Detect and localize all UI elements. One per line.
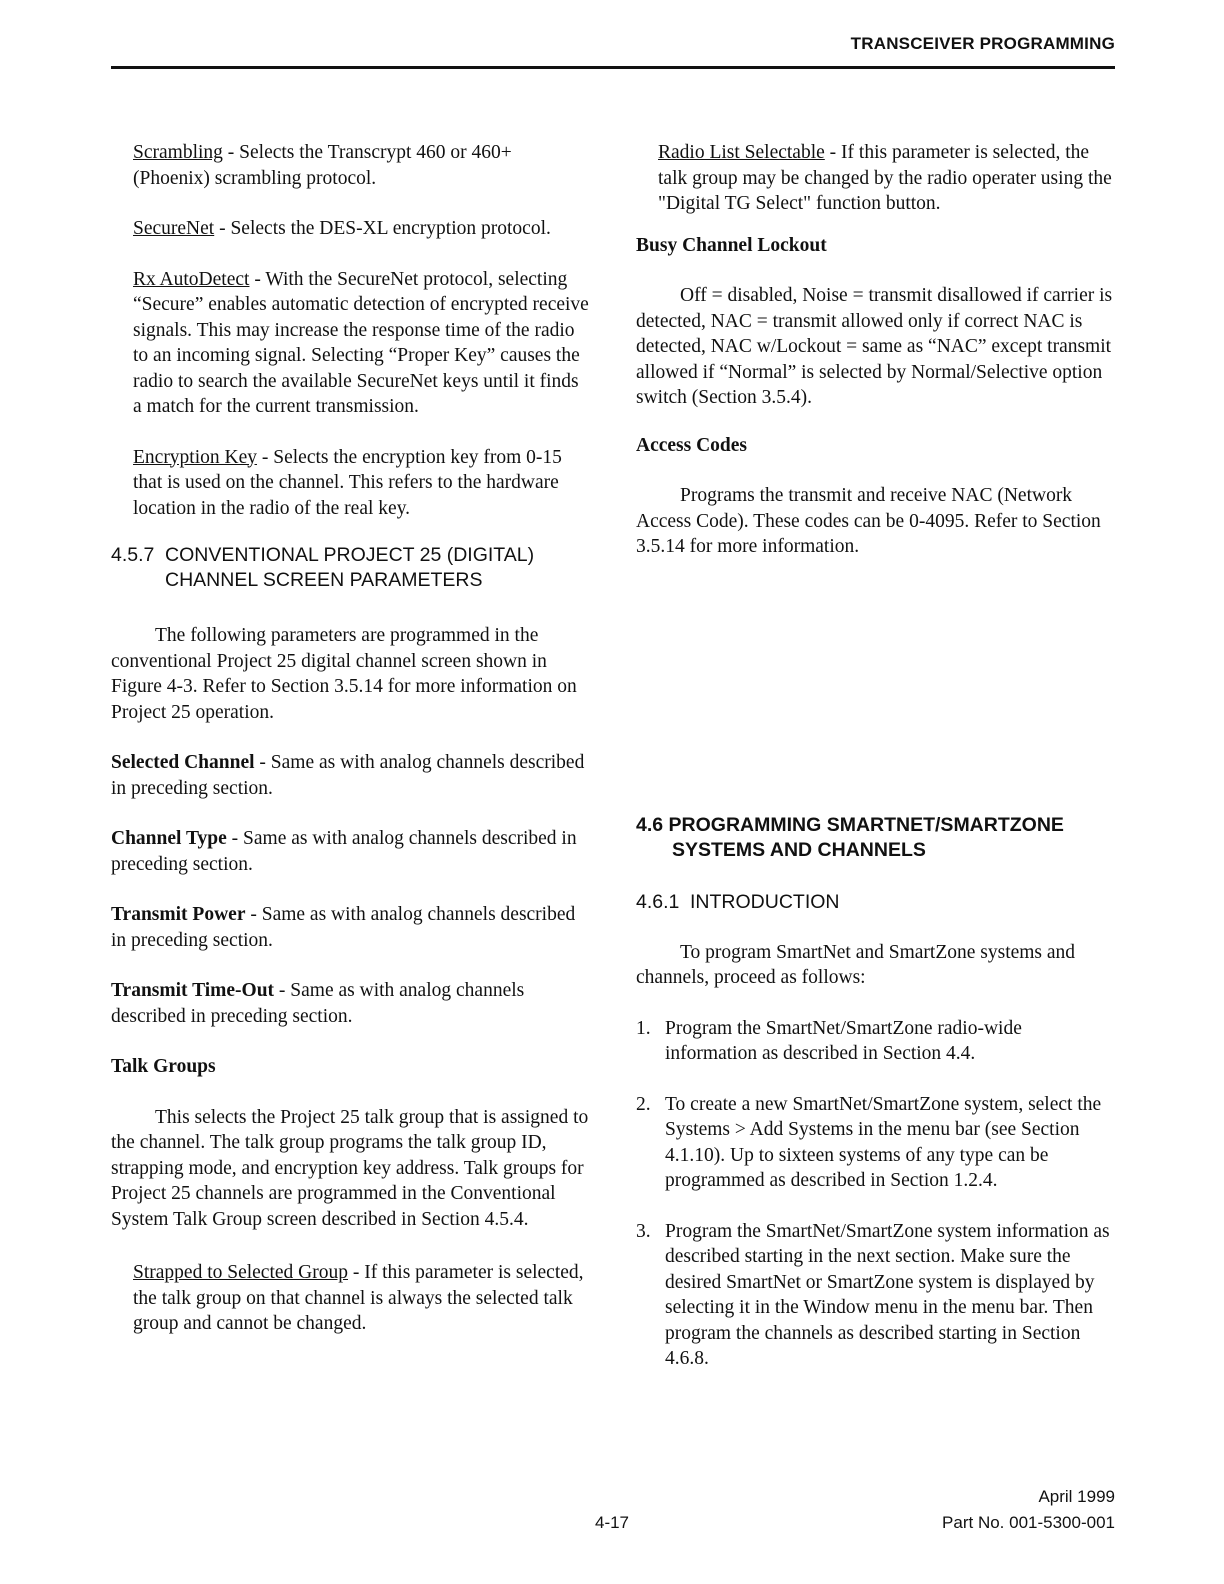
footer-date: April 1999: [1038, 1487, 1115, 1506]
talk-groups-heading: Talk Groups: [111, 1056, 216, 1077]
param-desc: - Selects the Transcrypt 460 or 460+ (Phoenix) scrambling protocol.: [133, 142, 512, 189]
param-desc: - If this parameter is selected, the talk group on that channel is always the selected talk group and cannot be changed.: [133, 1262, 584, 1334]
left-column: [111, 140, 591, 1337]
selected-channel-param: [111, 750, 591, 801]
param-desc: - If this parameter is selected, the talk group may be changed by the radio operater using the "Digital TG Select" function button.: [658, 142, 1112, 214]
section-heading-4-6: [636, 813, 1116, 863]
list-text: Program the SmartNet/SmartZone system information as described starting in the next section. Make sure the desired SmartNet or SmartZone system is displayed by selecting it in the Window menu in the menu bar. Then program the channels as described starting in Section 4.6.8.: [665, 1220, 1110, 1369]
param-desc: - Selects the DES-XL encryption protocol.: [214, 218, 551, 239]
footer-info: [942, 1484, 1115, 1536]
section-intro: The following parameters are programmed in the conventional Project 25 digital channel screen shown in Figure 4-3. Refer to Section 3.5.14 for more information on Project 25 operation.: [111, 625, 577, 723]
param-desc: - Same as with analog channels described in preceding section.: [111, 752, 585, 799]
strapped-param: [111, 1260, 591, 1337]
radio-list-param: [636, 140, 1116, 217]
section-title-line-1: CONVENTIONAL PROJECT 25 (DIGITAL): [165, 544, 535, 566]
param-desc: - Selects the encryption key from 0-15 that is used on the channel. This refers to the hardware location in the radio of the real key.: [133, 446, 562, 519]
encryption-key-param: [111, 445, 591, 522]
param-term: Encryption Key: [133, 446, 258, 468]
param-term: Transmit Power: [111, 904, 246, 925]
list-number: 2.: [636, 1093, 651, 1115]
access-codes-text: Programs the transmit and receive NAC (Network Access Code). These codes can be 0-4095. Refer to Section 3.5.14 for more information.: [636, 485, 1101, 557]
busy-channel-heading: Busy Channel Lockout: [636, 234, 827, 256]
param-term: SecureNet: [133, 218, 215, 239]
list-item: [636, 1219, 1116, 1372]
scrambling-param: [111, 140, 591, 191]
param-term: Channel Type: [111, 828, 227, 849]
footer-part-number: Part No. 001-5300-001: [942, 1513, 1115, 1532]
smartnet-intro: To program SmartNet and SmartZone systems and channels, proceed as follows:: [636, 941, 1076, 988]
right-column: [636, 140, 1116, 1372]
param-desc: - Same as with analog channels described in preceding section.: [111, 828, 577, 875]
rx-autodetect-param: [111, 267, 591, 420]
section-number: 4.6: [636, 813, 664, 836]
section-title-line-1: PROGRAMMING SMARTNET/SMARTZONE: [668, 813, 1064, 836]
list-item: [636, 1092, 1116, 1194]
section-number: 4.6.1: [636, 890, 680, 913]
list-number: 3.: [636, 1220, 651, 1242]
list-number: 1.: [636, 1017, 651, 1039]
securenet-param: [111, 216, 591, 242]
param-term: Transmit Time-Out: [111, 980, 275, 1001]
param-term: Radio List Selectable: [658, 142, 825, 163]
list-item: [636, 1016, 1116, 1067]
param-term: Strapped to Selected Group: [133, 1262, 348, 1283]
page-number: 4-17: [594, 1513, 630, 1532]
section-number: 4.5.7: [111, 544, 155, 566]
channel-type-param: [111, 826, 591, 877]
access-codes-heading: Access Codes: [636, 434, 748, 456]
param-desc: - With the SecureNet protocol, selecting “Secure” enables automatic detection of encrypted receive signals. This may increase the response time of the radio to an incoming signal. Selecting “Proper Key” causes the radio to search the available SecureNet keys until it finds a match for the current transmission.: [133, 268, 589, 417]
section-title-line-2: SYSTEMS AND CHANNELS: [672, 838, 926, 861]
param-term: Scrambling: [133, 142, 223, 163]
talk-groups-text: This selects the Project 25 talk group that is assigned to the channel. The talk group programs the talk group ID, strapping mode, and encryption key address. Talk groups for Project 25 channels are programmed in the Conventional System Talk Group screen described in Section 4.5.4.: [111, 1106, 589, 1230]
param-term: Selected Channel: [111, 752, 255, 773]
section-title-line-2: CHANNEL SCREEN PARAMETERS: [165, 569, 483, 591]
section-heading-4-6-1: [636, 890, 1116, 915]
transmit-timeout-param: [111, 978, 591, 1029]
transmit-power-param: [111, 902, 591, 953]
busy-channel-text: Off = disabled, Noise = transmit disallowed if carrier is detected, NAC = transmit allowed only if correct NAC is detected, NAC w/Lockout = same as “NAC” except transmit allowed if “Normal” is selected by Normal/Selective option switch (Section 3.5.4).: [636, 285, 1113, 408]
list-text: Program the SmartNet/SmartZone radio-wide information as described in Section 4.4.: [665, 1017, 1022, 1064]
param-desc: - Same as with analog channels described in preceding section.: [111, 980, 525, 1027]
header-rule: [111, 66, 1115, 69]
section-title: INTRODUCTION: [690, 890, 840, 913]
list-text: To create a new SmartNet/SmartZone system, select the Systems > Add Systems in the menu bar (see Section 4.1.10). Up to sixteen systems of any type can be programmed as described in Section 1.2.4.: [665, 1093, 1102, 1191]
running-header: TRANSCEIVER PROGRAMMING: [850, 34, 1115, 53]
param-desc: - Same as with analog channels described in preceding section.: [111, 904, 576, 951]
section-heading-4-5-7: [111, 543, 591, 593]
param-term: Rx AutoDetect: [133, 268, 250, 290]
